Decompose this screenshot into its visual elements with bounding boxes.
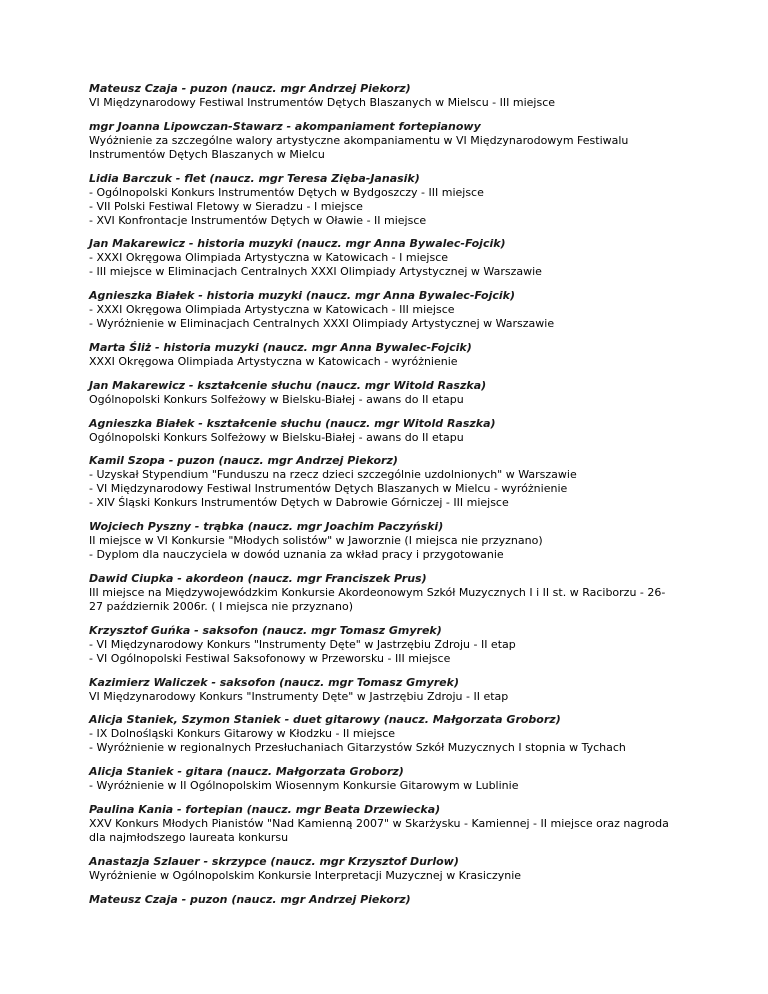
- entry-line: - Wyróżnienie w regionalnych Przesłuchaniach Gitarzystów Szkół Muzycznych I stopnia w Tychach: [89, 741, 626, 755]
- award-entry: [89, 453, 689, 510]
- award-entry: [89, 623, 689, 666]
- award-entry: [89, 236, 689, 279]
- entry-heading: Alicja Staniek - gitara (naucz. Małgorzata Groborz): [89, 765, 404, 779]
- entry-line: II miejsce w VI Konkursie "Młodych solistów" w Jaworznie (I miejsca nie przyznano): [89, 534, 543, 548]
- entry-line: - VI Międzynarodowy Konkurs "Instrumenty Dęte" w Jastrzębiu Zdroju - II etap: [89, 637, 516, 651]
- award-entry: [89, 712, 689, 755]
- award-entry: [89, 119, 689, 162]
- entry-heading: Krzysztof Guńka - saksofon (naucz. mgr Tomasz Gmyrek): [89, 623, 442, 637]
- entry-line: XXV Konkurs Młodych Pianistów "Nad Kamienną 2007" w Skarżysku - Kamiennej - II miejsce oraz nagroda dla najmłodszego laureata konkursu: [89, 816, 669, 844]
- award-entry: [89, 416, 689, 445]
- entry-line: - VII Polski Festiwal Fletowy w Sieradzu - I miejsce: [89, 199, 363, 213]
- entry-line: VI Międzynarodowy Festiwal Instrumentów Dętych Blaszanych w Mielscu - III miejsce: [89, 96, 556, 109]
- entry-line: Wyóżnienie za szczególne walory artystyczne akompaniamentu w VI Międzynarodowym Festiwalu Instrumentów Dętych Blaszanych w Mielcu: [89, 133, 629, 161]
- entry-heading: Kamil Szopa - puzon (naucz. mgr Andrzej Piekorz): [89, 454, 398, 468]
- award-entry: [89, 802, 689, 845]
- award-entry: [89, 854, 689, 883]
- entry-heading: Dawid Ciupka - akordeon (naucz. mgr Franciszek Prus): [89, 571, 427, 585]
- entry-heading: Mateusz Czaja - puzon (naucz. mgr Andrzej Piekorz): [89, 82, 411, 95]
- award-entry: [89, 764, 689, 793]
- entry-line: Wyróżnienie w Ogólnopolskim Konkursie Interpretacji Muzycznej w Krasiczynie: [89, 868, 522, 882]
- entry-line: III miejsce na Międzywojewódzkim Konkursie Akordeonowym Szkół Muzycznych I i II st. w Raciborzu - 26-27 październik 2006r. ( I miejsca nie przyznano): [89, 585, 666, 613]
- award-entry: [89, 378, 689, 407]
- entry-line: - Wyróżnienie w Eliminacjach Centralnych XXXI Olimpiady Artystycznej w Warszawie: [89, 317, 555, 331]
- entry-line: - Wyróżnienie w II Ogólnopolskim Wiosennym Konkursie Gitarowym w Lublinie: [89, 779, 519, 793]
- award-entry: [89, 892, 689, 907]
- entry-line: - Dyplom dla nauczyciela w dowód uznania za wkład pracy i przygotowanie: [89, 548, 504, 562]
- award-entry: [89, 519, 689, 562]
- entry-heading: mgr Joanna Lipowczan-Stawarz - akompaniament fortepianowy: [89, 119, 481, 133]
- entry-heading: Alicja Staniek, Szymon Staniek - duet gitarowy (naucz. Małgorzata Groborz): [89, 713, 561, 727]
- award-entry: [89, 675, 689, 704]
- entry-line: - VI Międzynarodowy Festiwal Instrumentów Dętych Blaszanych w Mielcu - wyróżnienie: [89, 482, 568, 496]
- entry-line: - XXXI Okręgowa Olimpiada Artystyczna w Katowicach - I miejsce: [89, 251, 449, 265]
- award-entry: [89, 571, 689, 614]
- entry-line: - XVI Konfrontacje Instrumentów Dętych w Oławie - II miejsce: [89, 213, 427, 227]
- entry-line: XXXI Okręgowa Olimpiada Artystyczna w Katowicach - wyróżnienie: [89, 354, 458, 368]
- award-entry: [89, 340, 689, 369]
- award-entry: [89, 288, 689, 331]
- award-entry: [89, 171, 689, 228]
- entry-line: - XXXI Okręgowa Olimpiada Artystyczna w Katowicach - III miejsce: [89, 303, 455, 317]
- entry-line: - VI Ogólnopolski Festiwal Saksofonowy w Przeworsku - III miejsce: [89, 651, 451, 665]
- award-entry: [89, 81, 689, 110]
- entry-line: - Ogólnopolski Konkurs Instrumentów Dętych w Bydgoszczy - III miejsce: [89, 185, 484, 199]
- entry-line: Ogólnopolski Konkurs Solfeżowy w Bielsku-Białej - awans do II etapu: [89, 392, 464, 406]
- entry-heading: Jan Makarewicz - historia muzyki (naucz. mgr Anna Bywalec-Fojcik): [89, 237, 506, 251]
- entry-heading: Marta Śliż - historia muzyki (naucz. mgr Anna Bywalec-Fojcik): [89, 340, 472, 354]
- entry-line: Ogólnopolski Konkurs Solfeżowy w Bielsku-Białej - awans do II etapu: [89, 430, 464, 444]
- entry-heading: Mateusz Czaja - puzon (naucz. mgr Andrzej Piekorz): [89, 892, 411, 906]
- entry-heading: Lidia Barczuk - flet (naucz. mgr Teresa Zięba-Janasik): [89, 171, 420, 185]
- entry-heading: Paulina Kania - fortepian (naucz. mgr Beata Drzewiecka): [89, 802, 441, 816]
- entry-line: - IX Dolnośląski Konkurs Gitarowy w Kłodzku - II miejsce: [89, 727, 396, 741]
- entry-heading: Kazimierz Waliczek - saksofon (naucz. mgr Tomasz Gmyrek): [89, 675, 459, 689]
- entry-line: VI Międzynarodowy Konkurs "Instrumenty Dęte" w Jastrzębiu Zdroju - II etap: [89, 689, 509, 703]
- entry-heading: Jan Makarewicz - kształcenie słuchu (naucz. mgr Witold Raszka): [89, 378, 487, 392]
- entry-heading: Anastazja Szlauer - skrzypce (naucz. mgr Krzysztof Durlow): [89, 854, 459, 868]
- entry-line: - XIV Śląski Konkurs Instrumentów Dętych w Dabrowie Górniczej - III miejsce: [89, 496, 509, 510]
- entry-heading: Agnieszka Białek - kształcenie słuchu (naucz. mgr Witold Raszka): [89, 416, 496, 430]
- entry-heading: Wojciech Pyszny - trąbka (naucz. mgr Joachim Paczyński): [89, 520, 444, 534]
- awards-list: [89, 81, 689, 915]
- entry-line: - Uzyskał Stypendium "Funduszu na rzecz dzieci szczególnie uzdolnionych" w Warszawie: [89, 468, 577, 482]
- entry-line: - III miejsce w Eliminacjach Centralnych XXXI Olimpiady Artystycznej w Warszawie: [89, 265, 542, 279]
- entry-heading: Agnieszka Białek - historia muzyki (naucz. mgr Anna Bywalec-Fojcik): [89, 289, 516, 303]
